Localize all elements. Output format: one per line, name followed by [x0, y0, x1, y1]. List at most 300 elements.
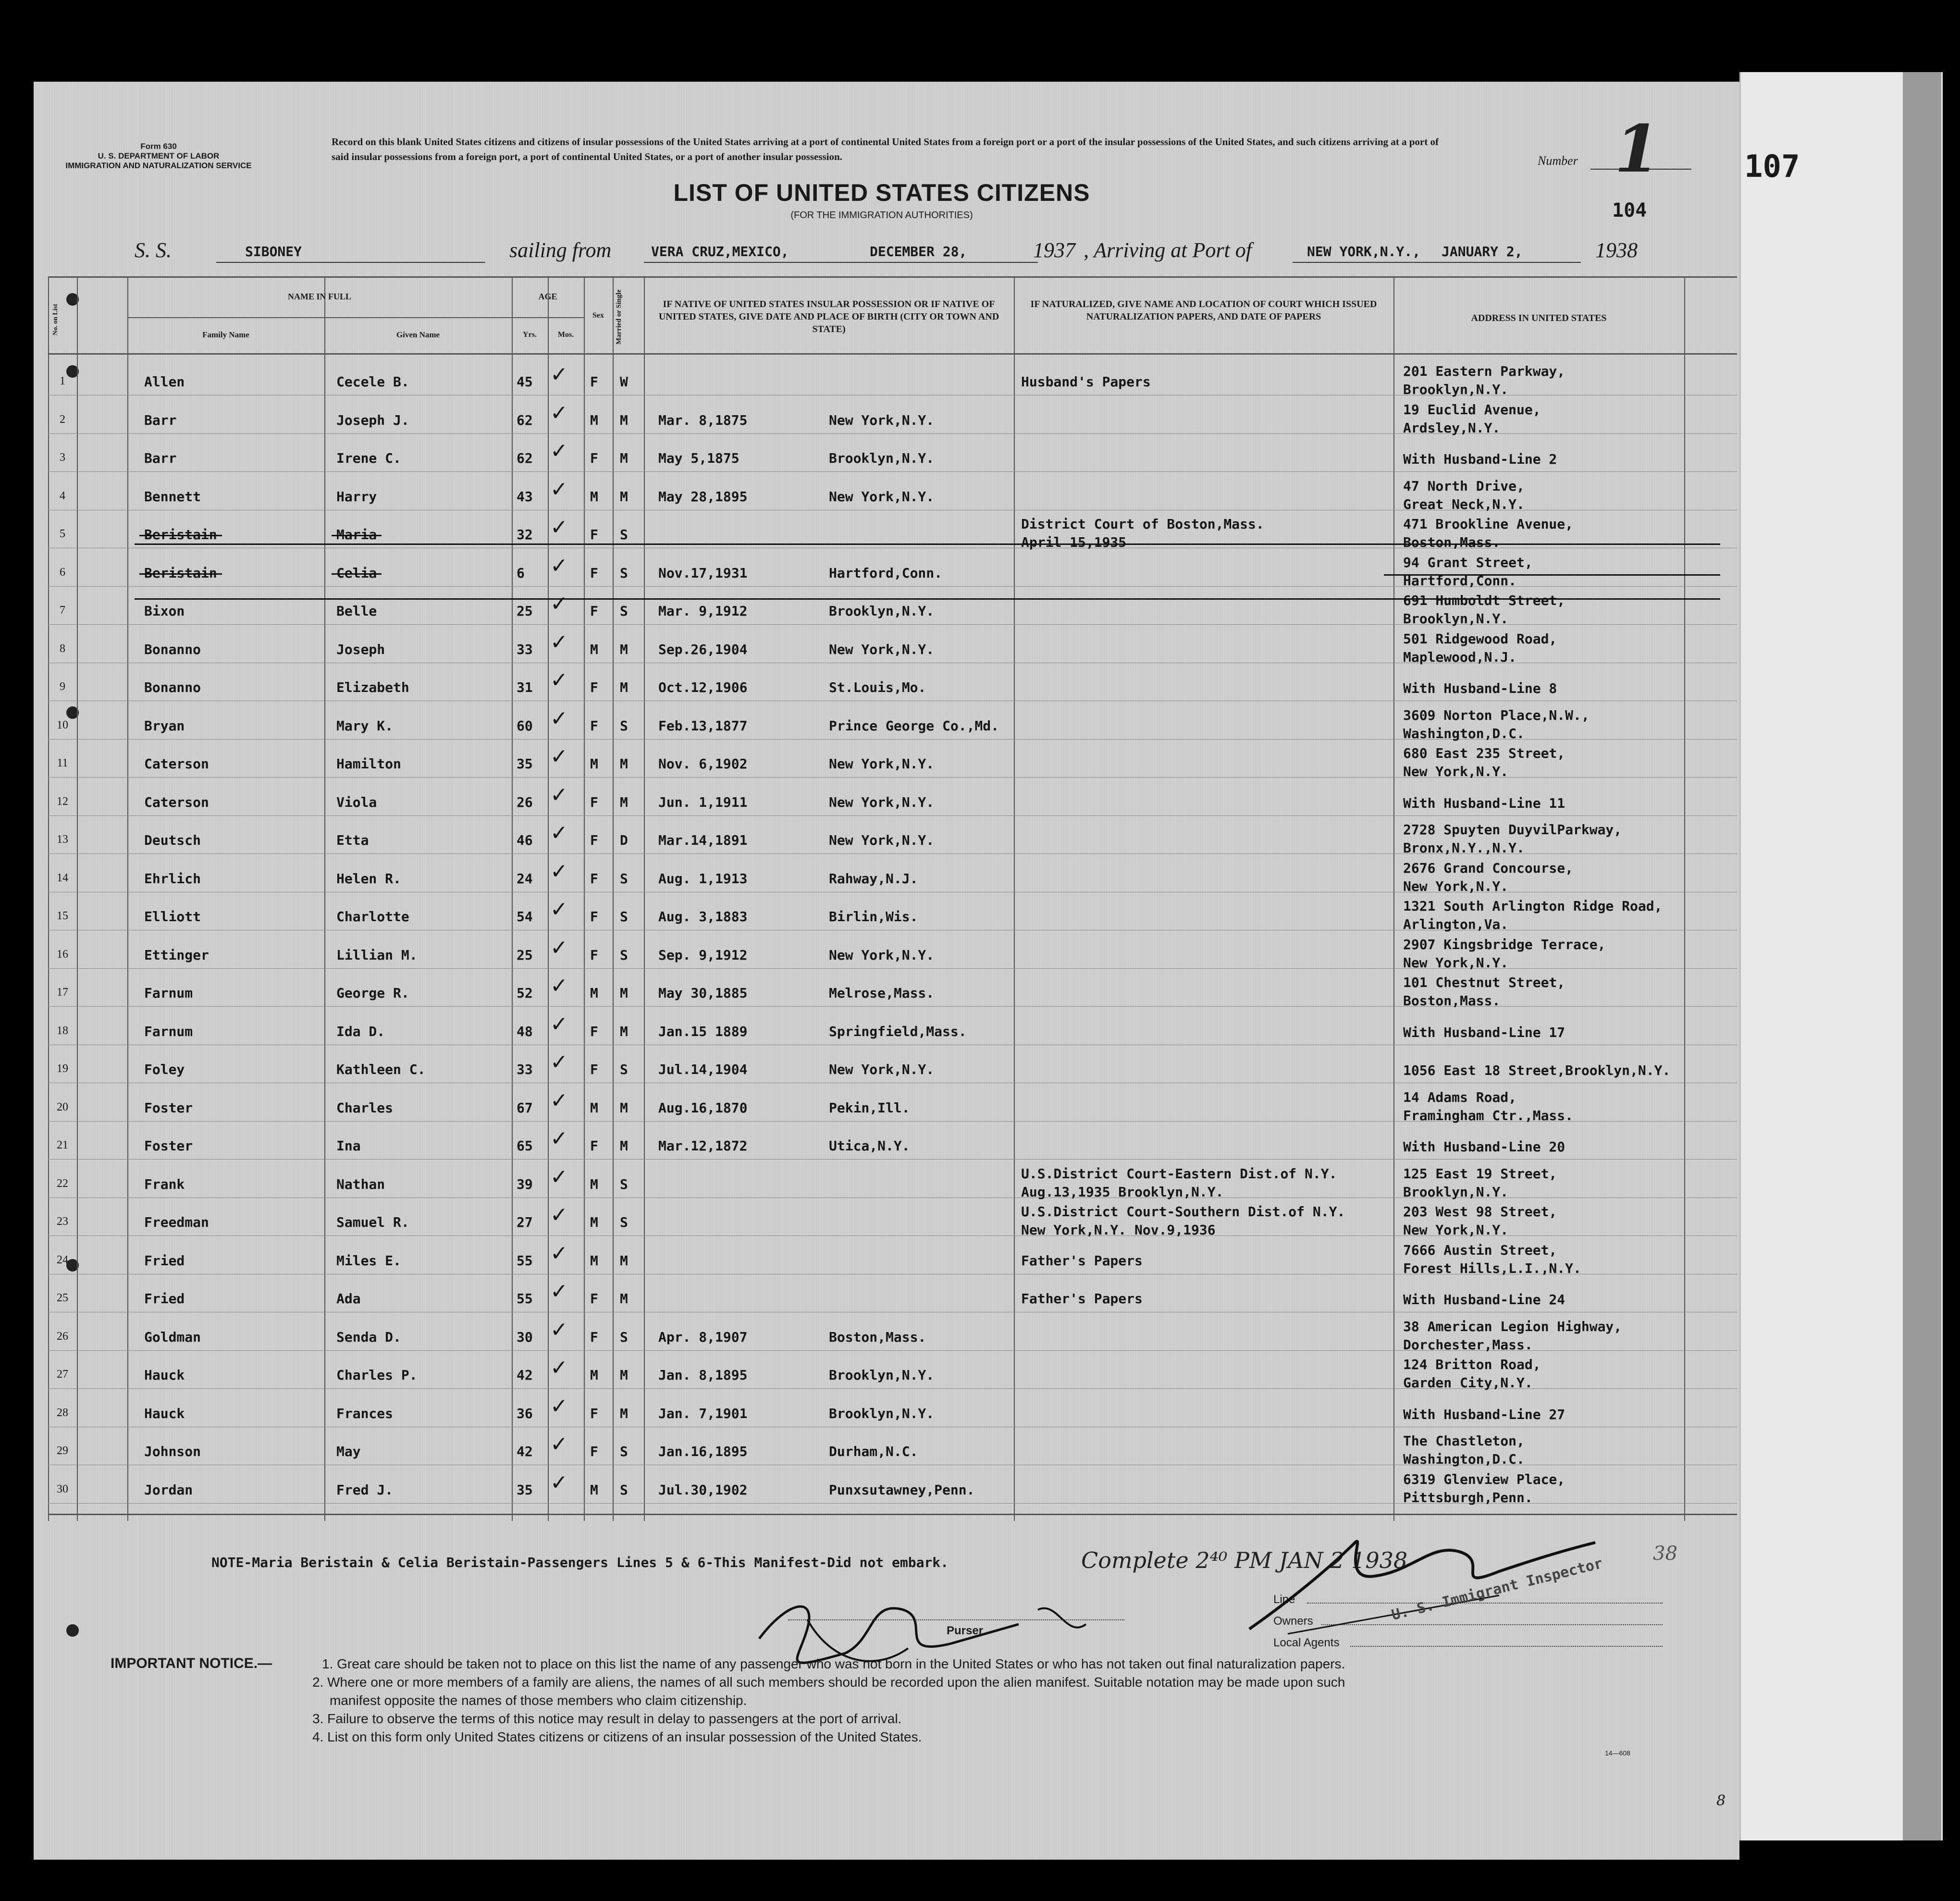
inspector-stamp: U. S. Immigrant Inspector: [1390, 1555, 1605, 1624]
address-line-1: 471 Brookline Avenue,: [1403, 516, 1574, 532]
birth-date: Mar.14,1891: [658, 832, 748, 848]
strike-through-line-6-addr: [1384, 574, 1720, 576]
line-number: 29: [57, 1444, 68, 1457]
line-number: 23: [57, 1215, 68, 1228]
birth-date: Jan.15 1889: [658, 1024, 748, 1039]
arriving-label: , Arriving at Port of: [1084, 238, 1252, 262]
line-number: 14: [57, 872, 68, 884]
given-name: Ina: [336, 1138, 361, 1154]
address-line-2: Framingham Ctr.,Mass.: [1403, 1108, 1574, 1123]
age-years: 24: [517, 871, 533, 887]
col-divider: [77, 276, 78, 1521]
given-name: Belle: [336, 603, 377, 619]
sex: F: [590, 794, 598, 810]
check-mark-icon: ✓: [550, 936, 568, 960]
address-line-1: 2728 Spuyten DuyvilParkway,: [1403, 822, 1622, 838]
age-years: 39: [517, 1176, 533, 1192]
check-mark-icon: ✓: [550, 1432, 568, 1457]
given-name: May: [336, 1444, 361, 1459]
birth-date: Jun. 1,1911: [658, 794, 748, 810]
address-line-1: 2907 Kingsbridge Terrace,: [1403, 937, 1606, 952]
given-name: Etta: [336, 832, 369, 848]
check-mark-icon: ✓: [550, 1470, 568, 1495]
address-line-2: Arlington,Va.: [1403, 916, 1509, 932]
birth-date: Feb.13,1877: [658, 718, 748, 734]
age-years: 62: [517, 450, 533, 466]
address-line-2: Maplewood,N.J.: [1403, 649, 1517, 665]
marital-status: M: [620, 412, 628, 428]
birth-place: Pekin,Ill.: [829, 1100, 910, 1116]
print-code: [149, 267, 150, 274]
col-divider: [324, 276, 325, 1521]
check-mark-icon: ✓: [550, 592, 568, 616]
list-number: [1538, 111, 1696, 187]
address-line-2: Washington,D.C.: [1403, 726, 1525, 741]
family-name: Frank: [144, 1176, 185, 1192]
age-years: 33: [517, 642, 533, 657]
date-from: DECEMBER 28,: [870, 244, 967, 259]
address-line-1: 501 Ridgewood Road,: [1403, 631, 1557, 647]
line-number: 25: [57, 1292, 68, 1304]
address-line-2: Washington,D.C.: [1403, 1451, 1525, 1467]
sex: F: [590, 679, 598, 695]
line-number: 13: [57, 833, 68, 846]
address-line-2: New York,N.Y.: [1403, 878, 1509, 894]
strike-through-line-5-addr: [135, 543, 1720, 545]
given-name: Miles E.: [336, 1253, 401, 1269]
marital-status: M: [620, 1406, 628, 1421]
address-line-1: 3609 Norton Place,N.W.,: [1403, 707, 1590, 723]
birth-place: New York,N.Y.: [829, 947, 935, 963]
marital-status: S: [620, 909, 628, 925]
address-line-1: With Husband-Line 24: [1403, 1292, 1566, 1308]
address-line-2: Great Neck,N.Y.: [1403, 496, 1525, 512]
marital-status: W: [620, 374, 628, 390]
marital-status: S: [620, 947, 628, 963]
col-header-mos: Mos.: [557, 331, 574, 339]
age-years: 48: [517, 1024, 533, 1039]
sex: F: [590, 947, 598, 963]
col-header-naturalized: IF NATURALIZED, GIVE NAME AND LOCATION OF COURT WHICH ISSUED NATURALIZATION PAPERS, AND DATE OF PAPERS: [1030, 299, 1377, 322]
marital-status: M: [620, 985, 628, 1001]
passenger-tally: 38: [1653, 1543, 1677, 1565]
marital-status: S: [620, 1062, 628, 1077]
col-divider: [512, 276, 513, 1521]
sex: M: [590, 1214, 598, 1230]
marital-status: M: [620, 794, 628, 810]
line-number: 1: [60, 375, 65, 387]
naturalization-court: Father's Papers: [1021, 1291, 1143, 1307]
given-name: Viola: [336, 794, 377, 810]
address-line-1: 203 West 98 Street,: [1403, 1204, 1557, 1220]
line-number: 9: [60, 680, 65, 693]
address-line-1: 125 East 19 Street,: [1403, 1166, 1557, 1182]
given-name: Hamilton: [336, 756, 401, 772]
sex: F: [590, 1024, 598, 1039]
col-header-family: Family Name: [202, 330, 249, 339]
family-name: Jordan: [144, 1482, 193, 1498]
page-title: LIST OF UNITED STATES CITIZENS: [673, 179, 1090, 206]
check-mark-icon: ✓: [550, 1241, 568, 1266]
naturalization-date: New York,N.Y. Nov.9,1936: [1021, 1222, 1216, 1238]
col-divider: [644, 276, 645, 1521]
marital-status: M: [620, 679, 628, 695]
check-mark-icon: ✓: [550, 668, 568, 692]
line-number: 2: [60, 413, 65, 426]
number-value: 1: [1615, 111, 1660, 187]
given-name: Fred J.: [336, 1482, 394, 1498]
sex: M: [590, 985, 598, 1001]
table-top-border: [48, 276, 1737, 278]
address-line-2: Brooklyn,N.Y.: [1403, 382, 1509, 397]
birth-place: New York,N.Y.: [829, 412, 935, 428]
marital-status: S: [620, 527, 628, 543]
given-name: Ida D.: [336, 1024, 385, 1039]
sex: M: [590, 756, 598, 772]
birth-place: New York,N.Y.: [829, 832, 935, 848]
col-header-yrs: Yrs.: [523, 331, 537, 339]
line-number: 11: [57, 757, 68, 769]
header-subdivider: [512, 317, 584, 318]
check-mark-icon: ✓: [550, 1394, 568, 1419]
age-years: 36: [517, 1406, 533, 1421]
row-divider: [48, 815, 1737, 816]
sex: F: [590, 1406, 598, 1421]
given-name: Samuel R.: [336, 1214, 409, 1230]
marital-status: M: [620, 1100, 628, 1116]
line-number: 21: [57, 1139, 68, 1151]
sex: M: [590, 1176, 598, 1192]
address-line-1: 19 Euclid Avenue,: [1403, 402, 1541, 418]
sex: F: [590, 1062, 598, 1077]
check-mark-icon: ✓: [550, 1050, 568, 1074]
passenger-table: [48, 276, 1737, 1521]
birth-place: Boston,Mass.: [829, 1329, 926, 1345]
family-name: Hauck: [144, 1367, 185, 1383]
given-name: Maria: [336, 527, 377, 543]
naturalization-date: Aug.13,1935 Brooklyn,N.Y.: [1021, 1184, 1224, 1200]
birth-date: Jul.14,1904: [658, 1062, 748, 1077]
line-label: Line: [1273, 1593, 1295, 1606]
check-mark-icon: ✓: [550, 1279, 568, 1304]
inspector-signature: [1230, 1523, 1615, 1648]
local-agents-label: Local Agents: [1273, 1636, 1340, 1649]
birth-place: New York,N.Y.: [829, 642, 935, 657]
check-mark-icon: ✓: [550, 706, 568, 731]
col-divider: [584, 276, 585, 1521]
naturalization-court: District Court of Boston,Mass.: [1021, 516, 1264, 532]
age-years: 42: [517, 1444, 533, 1459]
age-years: 30: [517, 1329, 533, 1345]
marital-status: S: [620, 1329, 628, 1345]
row-divider: [48, 1159, 1737, 1160]
family-name: Freedman: [144, 1214, 209, 1230]
notice-item-2: 2. Where one or more members of a family are aliens, the names of all such members should be recorded upon the alien manifest. Suitable notation may be made upon such: [312, 1675, 1345, 1690]
given-name: Kathleen C.: [336, 1062, 426, 1077]
sex: F: [590, 603, 598, 619]
line-number: 19: [57, 1062, 68, 1075]
birth-place: New York,N.Y.: [829, 756, 935, 772]
check-mark-icon: ✓: [550, 859, 568, 884]
birth-date: May 28,1895: [658, 489, 748, 505]
birth-date: Mar. 8,1875: [658, 412, 748, 428]
ss-label: S. S.: [135, 238, 172, 262]
address-line-1: 124 Britton Road,: [1403, 1357, 1541, 1372]
line-number: 6: [60, 566, 65, 579]
address-line-1: 14 Adams Road,: [1403, 1089, 1517, 1105]
given-name: Harry: [336, 489, 377, 505]
sex: M: [590, 412, 598, 428]
notice-title: IMPORTANT NOTICE.—: [111, 1655, 272, 1671]
address-line-1: With Husband-Line 17: [1403, 1025, 1566, 1040]
family-name: Foster: [144, 1100, 193, 1116]
record-instructions: Record on this blank United States citizens and citizens of insular possessions of the United States arriving at a port of continental United States from a foreign port or a port of the insular possessions of the United States, and such citizens arriving at a port of said insular possessions from a foreign port, a port of continental United States, or a port of another insular possession.: [332, 136, 1439, 162]
birth-place: Brooklyn,N.Y.: [829, 450, 935, 466]
check-mark-icon: ✓: [550, 554, 568, 578]
row-divider: [48, 471, 1737, 472]
birth-place: Springfield,Mass.: [829, 1024, 967, 1039]
col-divider: [127, 276, 128, 1521]
family-name: Goldman: [144, 1329, 201, 1345]
age-years: 31: [517, 679, 533, 695]
family-name: Hauck: [144, 1406, 185, 1421]
family-name: Bonanno: [144, 642, 201, 657]
marital-status: D: [620, 832, 628, 848]
line-number: 12: [57, 795, 68, 808]
given-name: Cecele B.: [336, 374, 409, 390]
address-line-1: 7666 Austin Street,: [1403, 1242, 1557, 1258]
given-name: Mary K.: [336, 718, 394, 734]
number-label: Number: [1538, 154, 1578, 168]
line-number: 18: [57, 1025, 68, 1037]
header-subdivider: [127, 317, 548, 318]
sex: M: [590, 1253, 598, 1269]
line-number: 28: [57, 1407, 68, 1419]
age-years: 55: [517, 1291, 533, 1307]
birth-date: Nov.17,1931: [658, 565, 748, 581]
check-mark-icon: ✓: [550, 783, 568, 807]
birth-place: Brooklyn,N.Y.: [829, 1367, 935, 1383]
binder-hole: [66, 1624, 79, 1637]
address-line-1: The Chastleton,: [1403, 1433, 1525, 1449]
birth-place: Birlin,Wis.: [829, 909, 918, 925]
port-to-underline: [1293, 262, 1581, 263]
address-line-2: Dorchester,Mass.: [1403, 1337, 1533, 1353]
birth-place: Punxsutawney,Penn.: [829, 1482, 975, 1498]
address-line-1: 94 Grant Street,: [1403, 555, 1533, 570]
birth-place: Prince George Co.,Md.: [829, 718, 999, 734]
sex: M: [590, 1367, 598, 1383]
completion-stamp: Complete 2⁴⁰ PM JAN 2 1938: [1081, 1547, 1408, 1573]
given-name: Joseph J.: [336, 412, 409, 428]
line-number: 5: [60, 528, 65, 540]
check-mark-icon: ✓: [550, 1318, 568, 1342]
check-mark-icon: ✓: [550, 974, 568, 998]
given-name: Elizabeth: [336, 679, 409, 695]
marital-status: M: [620, 489, 628, 505]
marital-status: M: [620, 450, 628, 466]
col-divider: [548, 276, 549, 1521]
birth-date: Mar. 9,1912: [658, 603, 748, 619]
family-name: Bennett: [144, 489, 201, 505]
next-sheet-number: 107: [1744, 149, 1800, 185]
marital-status: M: [620, 1291, 628, 1307]
birth-place: New York,N.Y.: [829, 1062, 935, 1077]
age-years: 35: [517, 756, 533, 772]
birth-place: Utica,N.Y.: [829, 1138, 910, 1154]
table-bottom-border: [48, 1514, 1737, 1515]
address-line-1: 47 North Drive,: [1403, 478, 1525, 494]
naturalization-court: U.S.District Court-Southern Dist.of N.Y.: [1021, 1204, 1345, 1220]
age-years: 55: [517, 1253, 533, 1269]
notice-item-2-continued: manifest opposite the names of those members who claim citizenship.: [330, 1693, 747, 1708]
marital-status: M: [620, 1367, 628, 1383]
sex: F: [590, 909, 598, 925]
family-name: Foley: [144, 1062, 185, 1077]
port-from-underline: [644, 262, 1038, 263]
ship-name: SIBONEY: [245, 244, 302, 259]
footer-note: NOTE-Maria Beristain & Celia Beristain-Passengers Lines 5 & 6-This Manifest-Did not embark.: [211, 1555, 949, 1570]
marital-status: S: [620, 1214, 628, 1230]
sex: F: [590, 871, 598, 887]
address-line-2: Brooklyn,N.Y.: [1403, 611, 1509, 627]
col-header-name: NAME IN FULL: [287, 292, 351, 301]
marital-status: M: [620, 642, 628, 657]
year-from: 1937: [1033, 238, 1075, 262]
given-name: Senda D.: [336, 1329, 401, 1345]
address-line-2: New York,N.Y.: [1403, 955, 1509, 971]
col-header-sex: Sex: [592, 311, 604, 320]
line-number: 26: [57, 1330, 68, 1343]
marital-status: M: [620, 1138, 628, 1154]
marital-status: M: [620, 1253, 628, 1269]
family-name: Johnson: [144, 1444, 201, 1459]
address-line-2: Forest Hills,L.I.,N.Y.: [1403, 1260, 1581, 1276]
form-identifier: [58, 142, 259, 171]
age-years: 60: [517, 718, 533, 734]
date-to: JANUARY 2,: [1442, 244, 1523, 259]
birth-date: Aug. 3,1883: [658, 909, 748, 925]
owners-label: Owners: [1273, 1615, 1313, 1628]
birth-date: Sep.26,1904: [658, 642, 748, 657]
age-years: 33: [517, 1062, 533, 1077]
check-mark-icon: ✓: [550, 1012, 568, 1037]
sex: F: [590, 565, 598, 581]
given-name: Charlotte: [336, 909, 409, 925]
age-years: 26: [517, 794, 533, 810]
voyage-line: [135, 238, 1663, 267]
check-mark-icon: ✓: [550, 821, 568, 845]
birth-date: Sep. 9,1912: [658, 947, 748, 963]
age-years: 54: [517, 909, 533, 925]
family-name: Beristain: [144, 527, 217, 543]
family-name: Ehrlich: [144, 871, 201, 887]
age-years: 65: [517, 1138, 533, 1154]
given-name: George R.: [336, 985, 409, 1001]
line-number: 15: [57, 910, 68, 922]
family-name: Farnum: [144, 985, 193, 1001]
birth-place: Brooklyn,N.Y.: [829, 1406, 935, 1421]
line-number: 7: [60, 604, 65, 617]
col-divider: [1684, 276, 1685, 1521]
family-name: Bryan: [144, 718, 185, 734]
birth-place: Brooklyn,N.Y.: [829, 603, 935, 619]
page-subtitle: (FOR THE IMMIGRATION AUTHORITIES): [790, 210, 973, 221]
marital-status: S: [620, 1444, 628, 1459]
sailing-from-label: sailing from: [509, 238, 612, 262]
line-number: 24: [57, 1254, 68, 1266]
birth-date: Aug.16,1870: [658, 1100, 748, 1116]
birth-date: Jul.30,1902: [658, 1482, 748, 1498]
family-name: Barr: [144, 412, 177, 428]
birth-date: Oct.12,1906: [658, 679, 748, 695]
address-line-1: 1056 East 18 Street,Brooklyn,N.Y.: [1403, 1062, 1671, 1078]
marital-status: S: [620, 565, 628, 581]
marital-status: S: [620, 603, 628, 619]
address-line-1: 2676 Grand Concourse,: [1403, 860, 1574, 876]
col-divider: [613, 276, 614, 1521]
line-number: 10: [57, 719, 68, 731]
check-mark-icon: ✓: [550, 1126, 568, 1151]
birth-date: Apr. 8,1907: [658, 1329, 748, 1345]
address-line-1: 101 Chestnut Street,: [1403, 975, 1566, 990]
family-name: Barr: [144, 450, 177, 466]
form-code: 14—608: [1605, 1749, 1630, 1757]
sex: F: [590, 832, 598, 848]
col-divider: [1393, 276, 1394, 1521]
sex: F: [590, 374, 598, 390]
birth-date: May 5,1875: [658, 450, 740, 466]
next-sheet-shadow: [1903, 72, 1941, 1840]
sex: F: [590, 1329, 598, 1345]
col-header-address: ADDRESS IN UNITED STATES: [1471, 313, 1607, 323]
line-number: 16: [57, 948, 68, 961]
age-years: 43: [517, 489, 533, 505]
strike-through-line-5: [135, 598, 1720, 600]
check-mark-icon: ✓: [550, 515, 568, 540]
age-years: 25: [517, 947, 533, 963]
age-years: 45: [517, 374, 533, 390]
line-number: 3: [60, 451, 65, 464]
birth-place: Hartford,Conn.: [829, 565, 943, 581]
address-line-1: 6319 Glenview Place,: [1403, 1471, 1566, 1487]
birth-date: Jan. 8,1895: [658, 1367, 748, 1383]
birth-date: Jan. 7,1901: [658, 1406, 748, 1421]
naturalization-court: U.S.District Court-Eastern Dist.of N.Y.: [1021, 1166, 1337, 1182]
family-name: Bixon: [144, 603, 185, 619]
family-name: Caterson: [144, 756, 209, 772]
address-line-2: New York,N.Y.: [1403, 764, 1509, 779]
given-name: Charles: [336, 1100, 394, 1116]
purser-line: [788, 1619, 1124, 1620]
age-years: 62: [517, 412, 533, 428]
check-mark-icon: ✓: [550, 1088, 568, 1113]
sex: M: [590, 1100, 598, 1116]
address-line-1: 201 Eastern Parkway,: [1403, 363, 1566, 379]
address-line-2: Bronx,N.Y.,N.Y.: [1403, 840, 1525, 856]
form-number: Form 630: [140, 142, 177, 151]
sex: M: [590, 489, 598, 505]
port-from: VERA CRUZ,MEXICO,: [651, 244, 789, 259]
address-line-2: Boston,Mass.: [1403, 993, 1501, 1009]
sex: M: [590, 642, 598, 657]
check-mark-icon: ✓: [550, 362, 568, 387]
marital-status: S: [620, 1176, 628, 1192]
address-line-2: New York,N.Y.: [1403, 1222, 1509, 1238]
sex: F: [590, 527, 598, 543]
ship-underline: [216, 262, 485, 263]
given-name: Charles P.: [336, 1367, 418, 1383]
